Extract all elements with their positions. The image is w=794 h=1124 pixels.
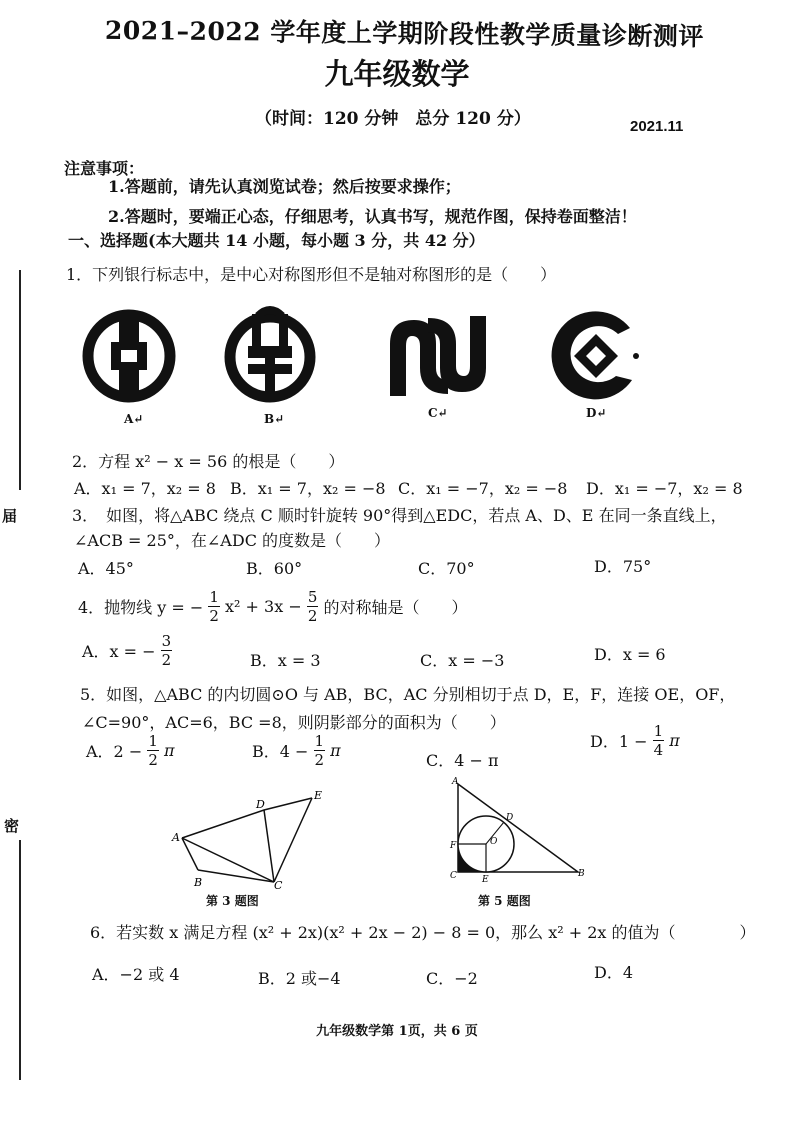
option-b-prefix: B．4 −	[252, 742, 309, 761]
point-label-d: D	[506, 813, 514, 823]
point-label-a: A	[172, 831, 180, 844]
fraction-numerator: 1	[209, 588, 219, 606]
subject-title: 九年级数学	[324, 57, 470, 91]
question-2-option-b: B．x₁ = 7，x₂ = −8	[230, 479, 386, 498]
notes-heading: 注意事项：	[64, 159, 145, 178]
question-2-option-c: C．x₁ = −7，x₂ = −8	[398, 479, 568, 498]
question-2-stem: 2．方程 x² − x = 56 的根是（ ）	[72, 452, 345, 471]
question-4-option-a	[82, 632, 172, 678]
point-label-b: B	[578, 869, 585, 879]
exam-title: 2021–2022 学年度上学期阶段性教学质量诊断测评	[104, 15, 704, 52]
exam-time-info: （时间：120 分钟 总分 120 分）	[255, 109, 531, 129]
question-4-stem-post: 的对称轴是（ ）	[323, 598, 468, 617]
question-5-option-c: C．4 − π	[426, 751, 499, 770]
fraction-denominator: 2	[148, 751, 158, 769]
option-d-prefix: D．1 −	[590, 732, 648, 751]
question-2-option-a: A．x₁ = 7，x₂ = 8	[74, 479, 216, 498]
fraction-denominator: 4	[653, 741, 664, 759]
question-6-option-d: D．4	[594, 963, 634, 982]
fraction-numerator: 1	[148, 732, 158, 750]
figure-q5	[448, 776, 588, 886]
option-d-label: D↵	[586, 406, 607, 420]
bank-logo-d	[548, 306, 648, 406]
option-a-fraction	[147, 732, 159, 769]
point-label-e: E	[314, 789, 323, 802]
option-b-fraction	[314, 732, 326, 769]
point-label-c: C	[274, 879, 283, 892]
option-b-suffix: π	[330, 741, 341, 760]
question-4-option-b: B．x = 3	[250, 651, 321, 670]
bank-logo-b	[222, 306, 322, 406]
option-a-prefix: A．2 −	[86, 742, 143, 761]
margin-char-2: 密	[4, 817, 20, 835]
figure-5-caption: 第 5 题图	[478, 894, 531, 908]
fraction-numerator: 1	[653, 722, 664, 740]
question-6-option-c: C．−2	[426, 969, 478, 988]
question-1-stem: 1．下列银行标志中，是中心对称图形但不是轴对称图形的是（ ）	[66, 265, 557, 284]
figure-3-caption: 第 3 题图	[206, 894, 259, 908]
note-item-2: 2.答题时，要端正心态，仔细思考，认真书写，规范作图，保持卷面整洁！	[108, 207, 637, 226]
option-a-prefix: A．x = −	[82, 642, 156, 661]
note-item-1: 1.答题前，请先认真浏览试卷；然后按要求操作；	[108, 177, 461, 196]
point-label-d: D	[256, 798, 265, 811]
fraction-numerator: 3	[161, 632, 172, 650]
exam-date: 2021.11	[630, 118, 684, 135]
binding-margin-line	[19, 840, 21, 1080]
point-label-a: A	[452, 777, 459, 787]
question-5-stem-line1: 5．如图，△ABC 的内切圆⊙O 与 AB，BC，AC 分别相切于点 D，E，F，连接 OE，OF，	[80, 685, 736, 704]
question-2-option-d: D．x₁ = −7，x₂ = 8	[586, 479, 743, 498]
question-4-option-d: D．x = 6	[594, 645, 666, 664]
question-4-option-c: C．x = −3	[420, 651, 505, 670]
section-heading: 一、选择题(本大题共 14 小题，每小题 3 分，共 42 分）	[68, 231, 485, 250]
question-3-stem-line2: ∠ACB = 25°，在∠ADC 的度数是（ ）	[74, 531, 391, 550]
binding-margin-line	[19, 270, 21, 490]
page-footer: 九年级数学第 1页，共 6 页	[316, 1024, 478, 1039]
option-a-fraction	[161, 632, 173, 669]
question-5-stem-line2: ∠C=90°，AC=6，BC =8，则阴影部分的面积为（ ）	[82, 713, 506, 732]
fraction-numerator: 5	[307, 588, 318, 606]
question-3-option-d: D．75°	[594, 557, 652, 576]
question-4-stem-pre: 4．抛物线 y = −	[78, 598, 204, 617]
question-6-option-a: A．−2 或 4	[92, 965, 180, 984]
question-5-option-a	[86, 732, 174, 778]
question-4-fraction-2	[307, 588, 319, 625]
fraction-denominator: 2	[314, 751, 325, 769]
margin-char-1: 届	[2, 507, 18, 525]
fraction-denominator: 2	[307, 607, 318, 625]
question-4-fraction-1	[208, 588, 220, 625]
option-d-fraction	[653, 722, 665, 759]
question-6-stem: 6．若实数 x 满足方程 (x² + 2x)(x² + 2x − 2) − 8 = 0，那么 x² + 2x 的值为（ ）	[90, 923, 756, 942]
bank-logo-a	[80, 306, 180, 406]
option-a-suffix: π	[163, 741, 175, 760]
fraction-denominator: 2	[161, 651, 172, 669]
option-c-label: C↵	[428, 406, 448, 420]
question-4-stem	[78, 588, 468, 634]
bank-logo-c	[386, 306, 496, 406]
fraction-denominator: 2	[209, 607, 219, 625]
point-label-f: F	[450, 841, 457, 851]
fraction-numerator: 1	[314, 732, 325, 750]
figure-q3	[170, 790, 350, 890]
question-5-option-d	[590, 722, 680, 768]
question-3-option-a: A．45°	[78, 559, 134, 578]
option-a-label: A↵	[124, 412, 144, 426]
question-3-option-b: B．60°	[246, 559, 303, 578]
point-label-c: C	[450, 871, 457, 881]
option-b-label: B↵	[264, 412, 285, 426]
question-6-option-b: B．2 或−4	[258, 969, 341, 988]
question-5-option-b	[252, 732, 341, 778]
point-label-o: O	[490, 837, 498, 847]
question-3-stem-line1: 3． 如图，将△ABC 绕点 C 顺时针旋转 90°得到△EDC，若点 A、D、E 在同一条直线上，	[72, 506, 727, 525]
point-label-b: B	[194, 876, 203, 889]
option-d-suffix: π	[669, 731, 680, 750]
question-4-stem-mid: x² + 3x −	[225, 597, 302, 616]
question-3-option-c: C．70°	[418, 559, 475, 578]
point-label-e: E	[482, 875, 489, 885]
